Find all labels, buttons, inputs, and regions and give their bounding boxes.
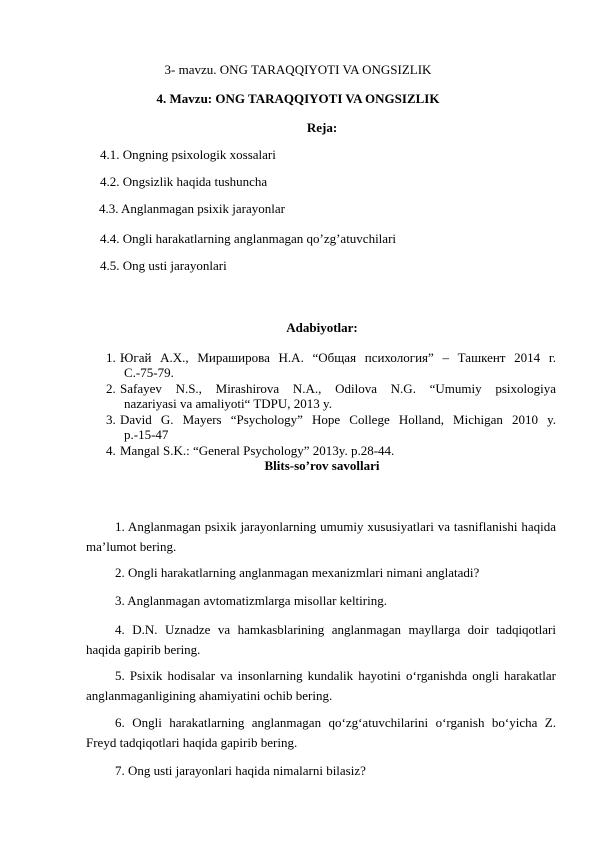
literature-text-cont: С.-75-79. [124,365,174,380]
plan-item: 4.2. Ongsizlik haqida tushuncha [100,174,268,189]
literature-text: Югай А.Х., Мираширова Н.А. “Общая психология” – Ташкент 2014 г. [120,350,556,365]
question-item: 3. Anglanmagan avtomatizmlarga misollar keltiring. [115,593,387,608]
literature-text-cont: p.-15-47 [124,427,169,442]
literature-text: Safayev N.S., Mirashirova N.A., Odilova N.G. “Umumiy psixologiya [120,381,556,396]
question-item: 1. Anglanmagan psixik jarayonlarning umumiy xususiyatlari va tasniflanishi haqida ma’lumot bering. [86,519,556,554]
literature-text: Mangal S.K.: “General Psychology” 2013y. p.28-44. [120,443,395,458]
literature-number: 4. [106,443,116,458]
topic-title: 4. Mavzu: ONG TARAQQIYOTI VA ONGSIZLIK [156,91,440,106]
plan-item: 4.1. Ongning psixologik xossalari [100,147,276,162]
literature-number: 3. [106,412,116,427]
literature-text-cont: nazariyasi va amaliyoti“ TDPU, 2013 y. [124,396,332,411]
plan-heading: Reja: [306,120,338,135]
question-item: 2. Ongli harakatlarning anglanmagan mexanizmlari nimani anglatadi? [115,565,480,580]
literature-text: David G. Mayers “Psychology” Hope College Holland, Michigan 2010 y. [120,412,556,427]
literature-number: 1. [106,350,116,365]
plan-item: 4.4. Ongli harakatlarning anglanmagan qo’zg’atuvchilari [100,231,397,246]
plan-item: 4.3. Anglanmagan psixik jarayonlar [99,201,285,216]
question-item: 7. Ong usti jarayonlari haqida nimalarni bilasiz? [115,763,366,778]
literature-number: 2. [106,381,116,396]
blitz-heading: Blits-so’rov savollari [264,458,380,473]
question-item: 4. D.N. Uznadze va hamkasblarining anglanmagan mayllarga doir tadqiqotlari haqida gapirib bering. [86,622,556,657]
literature-heading: Adabiyotlar: [286,320,358,335]
plan-item: 4.5. Ong usti jarayonlari [100,258,227,273]
question-item: 5. Psixik hodisalar va insonlarning kundalik hayotini o‘rganishda ongli harakatlar anglanmaganligining ahamiyatini ochib bering. [86,668,556,703]
question-item: 6. Ongli harakatlarning anglanmagan qo‘zg‘atuvchilarini o‘rganish bo‘yicha Z. Freyd tadqiqotlari haqida gapirib bering. [86,715,556,750]
header-line: 3- mavzu. ONG TARAQQIYOTI VA ONGSIZLIK [164,62,432,77]
